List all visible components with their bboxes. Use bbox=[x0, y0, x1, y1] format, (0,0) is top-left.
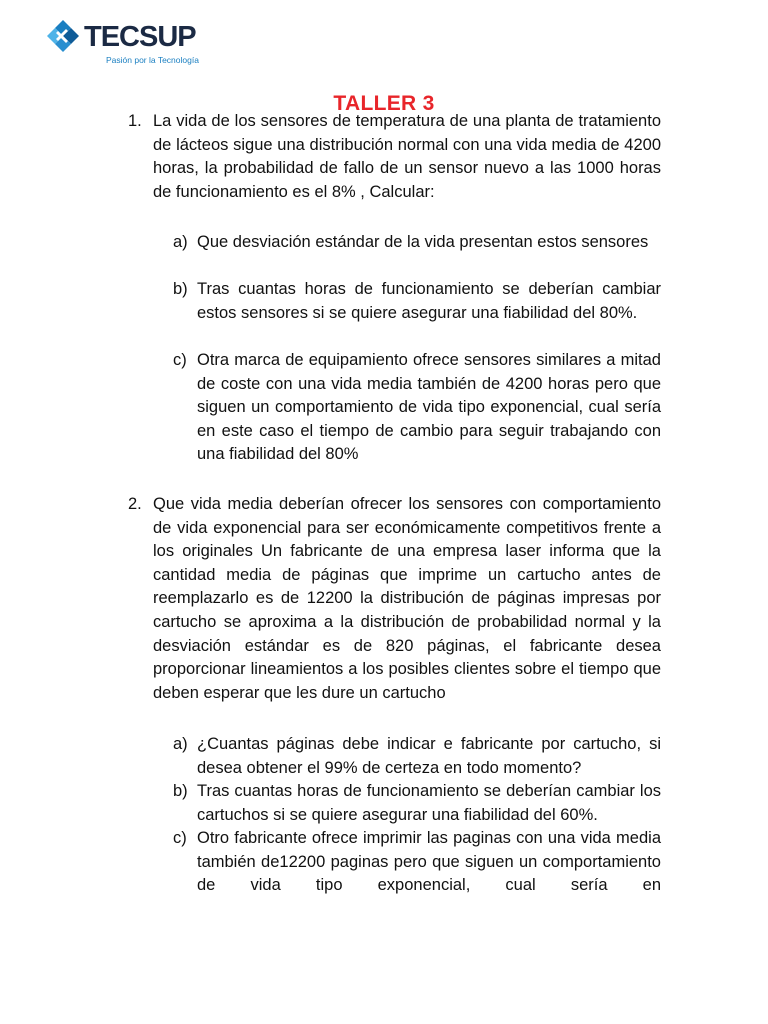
item-text: ¿Cuantas páginas debe indicar e fabricante por cartucho, si desea obtener el 99% de certeza en todo momento? bbox=[197, 735, 661, 777]
tecsup-logo bbox=[46, 18, 206, 68]
logo-tagline: Pasión por la Tecnología bbox=[106, 55, 199, 65]
item-text: Tras cuantas horas de funcionamiento se deberían cambiar estos sensores si se quiere asegurar una fiabilidad del 80%. bbox=[197, 280, 661, 322]
item-label: b) bbox=[173, 782, 188, 800]
item-label: a) bbox=[173, 735, 188, 753]
tecsup-logo-mark-icon bbox=[46, 18, 80, 54]
item-text: Otra marca de equipamiento ofrece sensores similares a mitad de coste con una vida media también de 4200 horas pero que siguen un comportamiento de vida tipo exponencial, cual sería en este caso el tiempo de cambio para seguir trabajando con una fiabilidad del 80% bbox=[197, 351, 661, 464]
logo-wordmark: TECSUP bbox=[84, 21, 196, 53]
question-number: 1. bbox=[128, 112, 142, 130]
item-label: b) bbox=[173, 280, 188, 298]
question-number: 2. bbox=[128, 495, 142, 513]
item-label: c) bbox=[173, 829, 187, 847]
question-text: La vida de los sensores de temperatura de una planta de tratamiento de lácteos sigue una distribución normal con una vida media de 4200 horas, la probabilidad de fallo de un sensor nuevo a las 1000 horas de funcionamiento es el 8% , Calcular: bbox=[153, 112, 661, 201]
page-title: TALLER 3 bbox=[333, 92, 435, 115]
question-text: Que vida media deberían ofrecer los sensores con comportamiento de vida exponencial para ser económicamente competitivos frente a los originales Un fabricante de una empresa laser informa que la cantidad media de páginas que imprime un cartucho antes de reemplazarlo es de 12200 la distribución de páginas impresas por cartucho se aproxima a la distribución de probabilidad normal y la desviación estándar es de 820 páginas, el fabricante desea proporcionar lineamientos a los posibles clientes sobre el tiempo que deben esperar que les dure un cartucho bbox=[153, 495, 661, 702]
item-text: Que desviación estándar de la vida presentan estos sensores bbox=[197, 233, 649, 251]
item-label: c) bbox=[173, 351, 187, 369]
item-text: Otro fabricante ofrece imprimir las paginas con una vida media también de12200 paginas pero que siguen un comportamiento de vida tipo exponencial, cual sería en bbox=[197, 829, 661, 895]
item-label: a) bbox=[173, 233, 188, 251]
item-text: Tras cuantas horas de funcionamiento se deberían cambiar los cartuchos si se quiere asegurar una fiabilidad del 60%. bbox=[197, 782, 661, 824]
